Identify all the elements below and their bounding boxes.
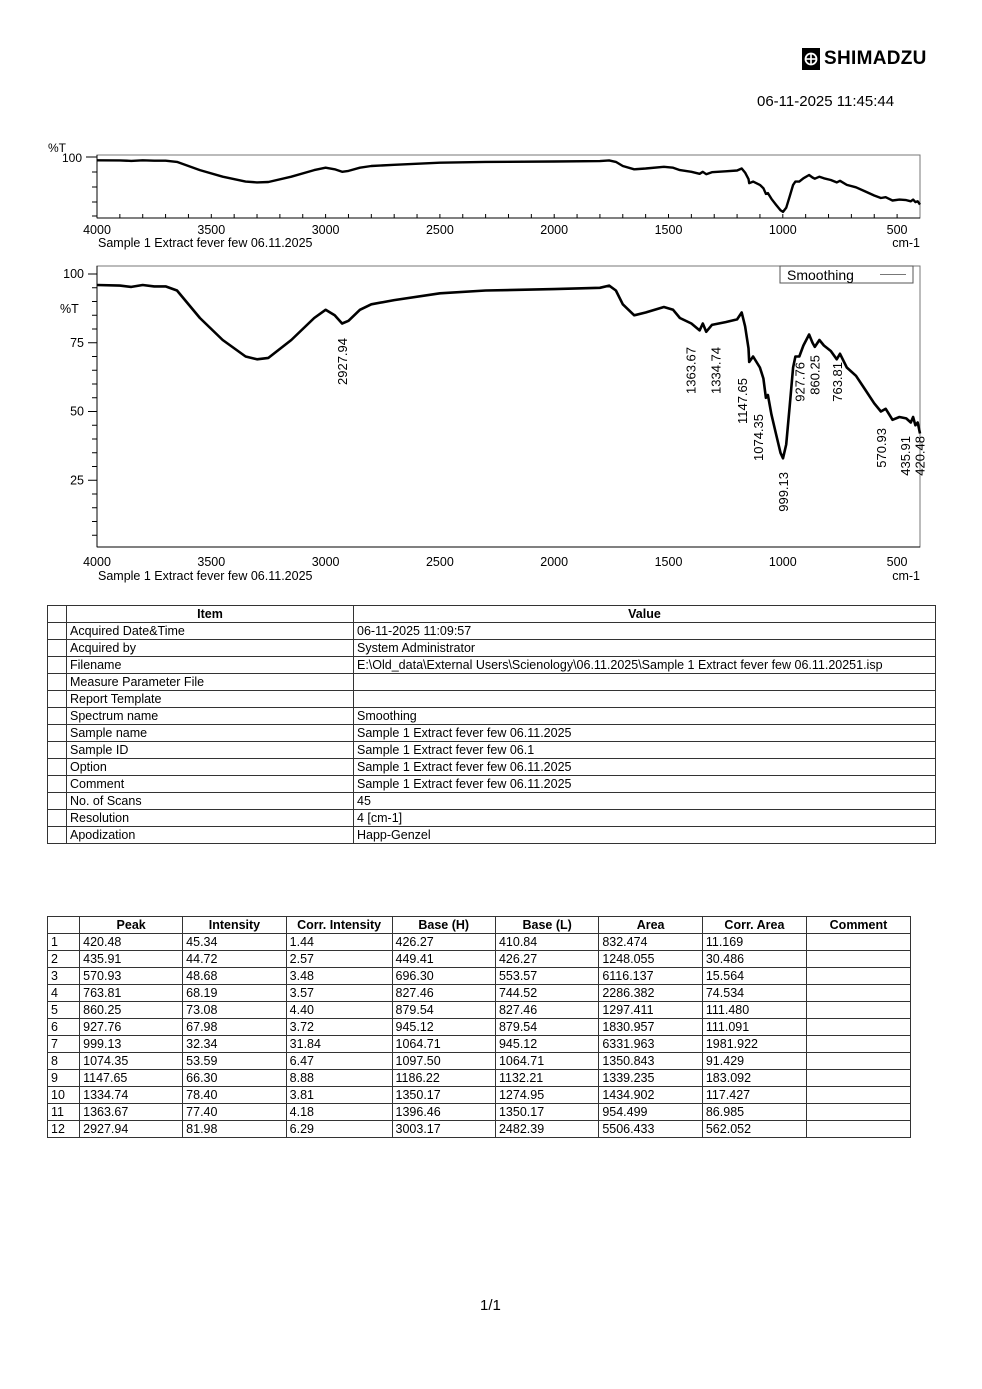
- peak-cell: 435.91: [80, 951, 183, 968]
- main-x-tick-label: 4000: [83, 555, 111, 569]
- peak-table-row: [48, 1036, 911, 1053]
- info-item-cell: Measure Parameter File: [67, 674, 354, 691]
- peak-cell: 77.40: [183, 1104, 287, 1121]
- peak-cell: [806, 1002, 910, 1019]
- info-table-row: [48, 810, 936, 827]
- peak-label: [808, 355, 823, 395]
- peak-cell: 1350.17: [392, 1087, 495, 1104]
- overview-x-tick-label: 1500: [654, 223, 683, 237]
- main-y-tick-label: 75: [70, 335, 84, 350]
- main-x-tick-label: 1000: [768, 555, 797, 569]
- info-item-cell: Acquired by: [67, 640, 354, 657]
- peak-header-cell: Peak: [80, 917, 183, 934]
- peak-cell: 570.93: [80, 968, 183, 985]
- overview-x-tick-label: 3000: [311, 223, 340, 237]
- peak-table-header: [48, 917, 911, 934]
- peak-header-cell: Base (H): [392, 917, 495, 934]
- overview-x-tick-label: 4000: [83, 223, 111, 237]
- info-value-cell: Sample 1 Extract fever few 06.11.2025: [354, 776, 936, 793]
- peak-cell: 4.18: [286, 1104, 392, 1121]
- info-table-row: [48, 623, 936, 640]
- overview-x-tick-label: 2000: [540, 223, 569, 237]
- overview-x-tick-label: 1000: [768, 223, 797, 237]
- peak-label-text: 1147.65: [735, 378, 750, 425]
- peak-cell: 12: [48, 1121, 80, 1138]
- brand-name: SHIMADZU: [824, 48, 927, 69]
- peak-cell: [806, 1104, 910, 1121]
- peak-cell: 1248.055: [599, 951, 703, 968]
- peak-label: [792, 362, 807, 402]
- peak-cell: 1363.67: [80, 1104, 183, 1121]
- info-item-cell: No. of Scans: [67, 793, 354, 810]
- peak-label-text: 1074.35: [750, 414, 766, 461]
- peak-cell: 32.34: [183, 1036, 287, 1053]
- peak-header-cell: Corr. Area: [702, 917, 806, 934]
- peak-cell: 6116.137: [599, 968, 703, 985]
- info-value-cell: 06-11-2025 11:09:57: [354, 623, 936, 640]
- peak-cell: 10: [48, 1087, 80, 1104]
- peak-cell: [806, 985, 910, 1002]
- main-spectrum-chart: [0, 0, 982, 600]
- overview-x-tick-label: 500: [886, 223, 908, 237]
- main-x-tick-label: 2000: [540, 555, 569, 569]
- peak-cell: 86.985: [702, 1104, 806, 1121]
- info-row-index: [48, 674, 67, 691]
- info-value-cell: [354, 691, 936, 708]
- info-row-index: [48, 708, 67, 725]
- peak-cell: 1350.843: [599, 1053, 703, 1070]
- measurement-info-table: [47, 605, 936, 844]
- peak-cell: 1297.411: [599, 1002, 703, 1019]
- peak-table-row: [48, 951, 911, 968]
- peak-cell: 2: [48, 951, 80, 968]
- peak-label-text: 1334.74: [708, 347, 724, 394]
- info-row-index: [48, 810, 67, 827]
- overview-x-tick-label: 3500: [197, 223, 226, 237]
- peak-table-row: [48, 968, 911, 985]
- peak-label-text: 435.91: [897, 436, 913, 476]
- peak-cell: 744.52: [495, 985, 598, 1002]
- info-table-row: [48, 674, 936, 691]
- peak-cell: 11.169: [702, 934, 806, 951]
- info-row-index: [48, 776, 67, 793]
- peak-cell: 860.25: [80, 1002, 183, 1019]
- peak-cell: 1981.922: [702, 1036, 806, 1053]
- peak-cell: 3003.17: [392, 1121, 495, 1138]
- info-value-cell: Sample 1 Extract fever few 06.11.2025: [354, 759, 936, 776]
- peak-label-text: 763.81: [829, 362, 845, 402]
- info-row-index: [48, 640, 67, 657]
- peak-label: [684, 347, 699, 394]
- peak-header-cell: Corr. Intensity: [286, 917, 392, 934]
- peak-cell: 31.84: [286, 1036, 392, 1053]
- info-table-row: [48, 640, 936, 657]
- info-table-row: [48, 657, 936, 674]
- peak-cell: 67.98: [183, 1019, 287, 1036]
- peak-cell: 48.68: [183, 968, 287, 985]
- main-x-tick-label: 3500: [197, 555, 226, 569]
- peak-cell: 111.091: [702, 1019, 806, 1036]
- peak-label: [830, 362, 845, 402]
- info-value-cell: Smoothing: [354, 708, 936, 725]
- peak-cell: 8.88: [286, 1070, 392, 1087]
- main-x-tick-label: 1500: [654, 555, 683, 569]
- info-value-cell: [354, 674, 936, 691]
- peak-table-row: [48, 1121, 911, 1138]
- peak-cell: 3.48: [286, 968, 392, 985]
- peak-cell: 9: [48, 1070, 80, 1087]
- peak-cell: 999.13: [80, 1036, 183, 1053]
- peak-label-text: 2927.94: [335, 338, 351, 385]
- peak-cell: 954.499: [599, 1104, 703, 1121]
- peak-cell: 66.30: [183, 1070, 287, 1087]
- peak-label: [898, 436, 913, 476]
- peak-cell: 44.72: [183, 951, 287, 968]
- peak-label: [874, 428, 889, 468]
- info-value-cell: System Administrator: [354, 640, 936, 657]
- peak-cell: 927.76: [80, 1019, 183, 1036]
- info-row-index: [48, 759, 67, 776]
- info-index-header: [48, 606, 67, 623]
- info-table-header: [48, 606, 936, 623]
- main-x-unit: cm-1: [892, 569, 920, 583]
- main-x-tick-label: 2500: [425, 555, 454, 569]
- peak-cell: 78.40: [183, 1087, 287, 1104]
- peak-cell: 183.092: [702, 1070, 806, 1087]
- peak-cell: 73.08: [183, 1002, 287, 1019]
- peak-cell: 6: [48, 1019, 80, 1036]
- peak-cell: 763.81: [80, 985, 183, 1002]
- peak-cell: 1186.22: [392, 1070, 495, 1087]
- peak-table-row: [48, 985, 911, 1002]
- info-table-row: [48, 708, 936, 725]
- peak-label-text: 570.93: [873, 428, 889, 468]
- peak-cell: 832.474: [599, 934, 703, 951]
- peak-label: [708, 347, 723, 394]
- peak-cell: 53.59: [183, 1053, 287, 1070]
- peak-table-row: [48, 1104, 911, 1121]
- info-item-cell: Report Template: [67, 691, 354, 708]
- peak-cell: [806, 1019, 910, 1036]
- main-y-tick-label: 100: [63, 267, 84, 281]
- peak-cell: 3: [48, 968, 80, 985]
- peak-cell: [806, 968, 910, 985]
- peak-label: [776, 472, 791, 512]
- info-item-cell: Comment: [67, 776, 354, 793]
- peak-cell: 1064.71: [495, 1053, 598, 1070]
- peak-cell: 879.54: [392, 1002, 495, 1019]
- peak-cell: [806, 1070, 910, 1087]
- peak-cell: 426.27: [495, 951, 598, 968]
- info-row-index: [48, 827, 67, 844]
- peak-cell: 1830.957: [599, 1019, 703, 1036]
- peak-cell: 1064.71: [392, 1036, 495, 1053]
- peak-cell: 1274.95: [495, 1087, 598, 1104]
- info-table-row: [48, 776, 936, 793]
- info-value-cell: Sample 1 Extract fever few 06.11.2025: [354, 725, 936, 742]
- info-row-index: [48, 623, 67, 640]
- peak-label-text: 1363.67: [683, 347, 699, 394]
- peak-cell: 15.564: [702, 968, 806, 985]
- info-item-cell: Filename: [67, 657, 354, 674]
- overview-x-unit: cm-1: [892, 236, 920, 250]
- peak-cell: 426.27: [392, 934, 495, 951]
- peak-cell: 81.98: [183, 1121, 287, 1138]
- peak-cell: 6331.963: [599, 1036, 703, 1053]
- peak-cell: 2927.94: [80, 1121, 183, 1138]
- peak-table-row: [48, 1053, 911, 1070]
- info-row-index: [48, 793, 67, 810]
- info-value-cell: Happ-Genzel: [354, 827, 936, 844]
- peak-cell: 2.57: [286, 951, 392, 968]
- peak-cell: 879.54: [495, 1019, 598, 1036]
- info-item-cell: Spectrum name: [67, 708, 354, 725]
- info-value-header: Value: [354, 606, 936, 623]
- peak-cell: 4.40: [286, 1002, 392, 1019]
- peak-cell: [806, 1087, 910, 1104]
- peak-cell: 945.12: [392, 1019, 495, 1036]
- chart-legend: [780, 266, 913, 283]
- peak-cell: 2482.39: [495, 1121, 598, 1138]
- peak-table-row: [48, 934, 911, 951]
- peak-header-cell: Area: [599, 917, 703, 934]
- overview-x-tick-label: 2500: [425, 223, 454, 237]
- peak-label-text: 927.76: [792, 362, 808, 402]
- peak-cell: 4: [48, 985, 80, 1002]
- peak-table-row: [48, 1019, 911, 1036]
- main-x-tick-label: 3000: [311, 555, 340, 569]
- peak-cell: 827.46: [392, 985, 495, 1002]
- peak-header-cell: Base (L): [495, 917, 598, 934]
- info-item-cell: Resolution: [67, 810, 354, 827]
- info-value-cell: E:\Old_data\External Users\Scienology\06.11.2025\Sample 1 Extract fever few 06.11.20251.isp: [354, 657, 936, 674]
- peak-label: [735, 378, 750, 424]
- peak-cell: [806, 1036, 910, 1053]
- info-item-cell: Sample ID: [67, 742, 354, 759]
- peak-cell: 5506.433: [599, 1121, 703, 1138]
- peak-cell: 410.84: [495, 934, 598, 951]
- legend-label: Smoothing: [787, 267, 854, 283]
- peak-header-cell: Comment: [806, 917, 910, 934]
- peak-cell: 1396.46: [392, 1104, 495, 1121]
- info-value-cell: 4 [cm-1]: [354, 810, 936, 827]
- info-table-row: [48, 691, 936, 708]
- info-value-cell: 45: [354, 793, 936, 810]
- peak-cell: 1147.65: [80, 1070, 183, 1087]
- overview-y-unit: %T: [48, 141, 66, 155]
- peak-label: [335, 338, 350, 385]
- info-row-index: [48, 742, 67, 759]
- peak-cell: 553.57: [495, 968, 598, 985]
- info-row-index: [48, 691, 67, 708]
- peak-cell: 2286.382: [599, 985, 703, 1002]
- info-item-cell: Acquired Date&Time: [67, 623, 354, 640]
- main-x-tick-label: 500: [886, 555, 908, 569]
- peak-cell: 1334.74: [80, 1087, 183, 1104]
- peak-cell: 1339.235: [599, 1070, 703, 1087]
- peak-cell: 1097.50: [392, 1053, 495, 1070]
- peak-table: [47, 916, 911, 1138]
- report-timestamp: 06-11-2025 11:45:44: [757, 93, 895, 110]
- peak-label: [912, 436, 927, 476]
- overview-caption: Sample 1 Extract fever few 06.11.2025: [98, 236, 313, 250]
- peak-cell: 945.12: [495, 1036, 598, 1053]
- peak-cell: 827.46: [495, 1002, 598, 1019]
- peak-cell: 8: [48, 1053, 80, 1070]
- peak-cell: 68.19: [183, 985, 287, 1002]
- peak-cell: [806, 934, 910, 951]
- overview-y-tick-100: 100: [62, 151, 83, 165]
- peak-cell: 117.427: [702, 1087, 806, 1104]
- info-table-row: [48, 793, 936, 810]
- peak-label-text: 860.25: [807, 355, 823, 395]
- main-y-unit: %T: [60, 302, 79, 316]
- peak-cell: 3.81: [286, 1087, 392, 1104]
- main-plot-frame: [97, 266, 920, 547]
- peak-table-row: [48, 1070, 911, 1087]
- peak-cell: 30.486: [702, 951, 806, 968]
- peak-label-text: 999.13: [776, 472, 791, 512]
- peak-cell: 111.480: [702, 1002, 806, 1019]
- peak-cell: 3.72: [286, 1019, 392, 1036]
- info-item-cell: Option: [67, 759, 354, 776]
- main-y-tick-label: 50: [70, 404, 84, 419]
- info-item-cell: Apodization: [67, 827, 354, 844]
- peak-cell: 1434.902: [599, 1087, 703, 1104]
- info-item-header: Item: [67, 606, 354, 623]
- peak-cell: 45.34: [183, 934, 287, 951]
- peak-cell: 11: [48, 1104, 80, 1121]
- peak-cell: 1132.21: [495, 1070, 598, 1087]
- peak-cell: 7: [48, 1036, 80, 1053]
- peak-cell: [806, 951, 910, 968]
- peak-header-cell: Intensity: [183, 917, 287, 934]
- peak-table-row: [48, 1087, 911, 1104]
- peak-cell: 91.429: [702, 1053, 806, 1070]
- info-item-cell: Sample name: [67, 725, 354, 742]
- info-row-index: [48, 725, 67, 742]
- peak-cell: 74.534: [702, 985, 806, 1002]
- info-value-cell: Sample 1 Extract fever few 06.1: [354, 742, 936, 759]
- peak-cell: 1074.35: [80, 1053, 183, 1070]
- info-row-index: [48, 657, 67, 674]
- info-table-row: [48, 759, 936, 776]
- peak-cell: 6.47: [286, 1053, 392, 1070]
- main-y-tick-label: 25: [70, 473, 84, 488]
- peak-cell: 1350.17: [495, 1104, 598, 1121]
- page-number: 1/1: [480, 1297, 501, 1314]
- info-table-row: [48, 827, 936, 844]
- peak-cell: 562.052: [702, 1121, 806, 1138]
- main-caption: Sample 1 Extract fever few 06.11.2025: [98, 569, 313, 583]
- peak-label-text: 420.48: [912, 436, 928, 476]
- peak-cell: 1: [48, 934, 80, 951]
- info-table-row: [48, 725, 936, 742]
- peak-cell: 3.57: [286, 985, 392, 1002]
- peak-cell: [806, 1053, 910, 1070]
- peak-cell: 696.30: [392, 968, 495, 985]
- peak-cell: 6.29: [286, 1121, 392, 1138]
- info-table-row: [48, 742, 936, 759]
- peak-cell: [806, 1121, 910, 1138]
- peak-cell: 5: [48, 1002, 80, 1019]
- peak-cell: 420.48: [80, 934, 183, 951]
- peak-label: [751, 414, 766, 461]
- peak-cell: 1.44: [286, 934, 392, 951]
- peak-header-cell: [48, 917, 80, 934]
- peak-table-row: [48, 1002, 911, 1019]
- peak-cell: 449.41: [392, 951, 495, 968]
